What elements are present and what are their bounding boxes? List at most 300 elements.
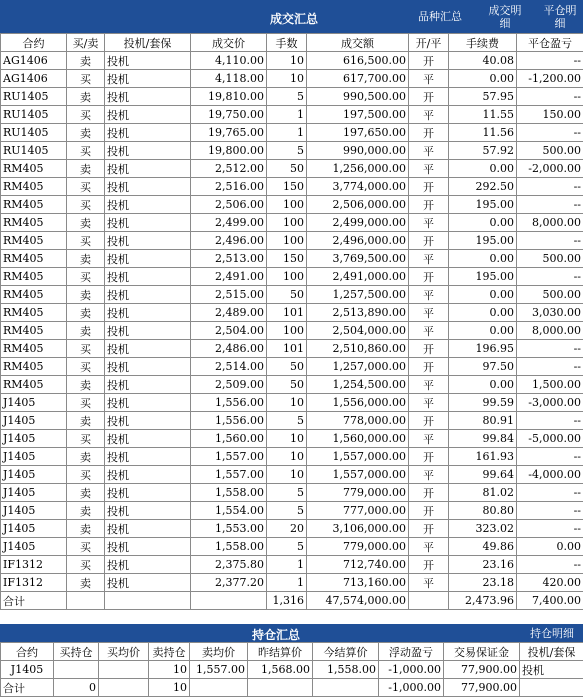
table-cell: 3,774,000.00 — [307, 178, 409, 196]
position-detail-link[interactable]: 持仓明细 — [530, 627, 574, 640]
table-row — [1, 322, 583, 340]
column-header: 昨结算价 — [248, 643, 313, 661]
table-cell: RM405 — [1, 340, 67, 358]
column-header: 买/卖 — [67, 34, 105, 52]
table-cell: 616,500.00 — [307, 52, 409, 70]
table-cell: 开 — [409, 358, 449, 376]
total-cell — [105, 592, 191, 610]
table-cell: 开 — [409, 88, 449, 106]
table-cell: 99.84 — [449, 430, 517, 448]
table-cell: 1 — [267, 106, 307, 124]
table-cell: 420.00 — [517, 574, 583, 592]
table-row — [1, 178, 583, 196]
table-cell: 100 — [267, 232, 307, 250]
table-cell: 5 — [267, 502, 307, 520]
table-cell: 投机 — [105, 484, 191, 502]
table-cell: 买 — [67, 106, 105, 124]
total-cell: 合计 — [1, 592, 67, 610]
total-cell: 10 — [149, 679, 190, 697]
table-cell: 卖 — [67, 520, 105, 538]
table-cell: 投机 — [105, 196, 191, 214]
table-cell: 投机 — [105, 322, 191, 340]
table-cell: 平 — [409, 322, 449, 340]
table-cell: 10 — [267, 430, 307, 448]
table-cell: 投机 — [105, 466, 191, 484]
table-row — [1, 661, 583, 679]
table-cell: 2,513.00 — [191, 250, 267, 268]
table-cell: -2,000.00 — [517, 160, 583, 178]
table-cell: 100 — [267, 214, 307, 232]
total-cell: -1,000.00 — [379, 679, 444, 697]
column-header: 今结算价 — [313, 643, 379, 661]
table-cell: 买 — [67, 430, 105, 448]
table-cell: 买 — [67, 340, 105, 358]
table-cell: 100 — [267, 322, 307, 340]
table-cell: RM405 — [1, 358, 67, 376]
table-cell: 57.92 — [449, 142, 517, 160]
table-row — [1, 304, 583, 322]
table-cell: 2,506,000.00 — [307, 196, 409, 214]
table-cell: 1,557,000.00 — [307, 466, 409, 484]
table-cell: 卖 — [67, 412, 105, 430]
table-cell: 卖 — [67, 52, 105, 70]
table-cell: 99.64 — [449, 466, 517, 484]
table-row — [1, 502, 583, 520]
table-cell: 平 — [409, 430, 449, 448]
table-cell: 2,512.00 — [191, 160, 267, 178]
table-cell: 1,558.00 — [313, 661, 379, 679]
table-cell: 23.16 — [449, 556, 517, 574]
table-cell: RM405 — [1, 268, 67, 286]
table-cell: 投机 — [105, 88, 191, 106]
total-cell — [248, 679, 313, 697]
table-row — [1, 268, 583, 286]
total-cell — [520, 679, 583, 697]
table-cell: 1,557.00 — [190, 661, 248, 679]
table-cell: J1405 — [1, 430, 67, 448]
table-row — [1, 556, 583, 574]
table-row — [1, 124, 583, 142]
table-cell: -- — [517, 196, 583, 214]
table-cell: 开 — [409, 520, 449, 538]
table-cell: 779,000.00 — [307, 538, 409, 556]
table-cell: 买 — [67, 142, 105, 160]
table-cell: 197,500.00 — [307, 106, 409, 124]
table-cell: 投机 — [105, 250, 191, 268]
column-header: 成交价 — [191, 34, 267, 52]
table-cell: 1,557.00 — [191, 448, 267, 466]
table-cell: 19,800.00 — [191, 142, 267, 160]
table-cell: 平 — [409, 376, 449, 394]
table-cell: 23.18 — [449, 574, 517, 592]
table-cell: J1405 — [1, 538, 67, 556]
total-cell — [99, 679, 149, 697]
table-cell: 2,515.00 — [191, 286, 267, 304]
table-cell: 卖 — [67, 322, 105, 340]
table-cell: 投机 — [105, 538, 191, 556]
column-header: 买持仓 — [54, 643, 99, 661]
table-cell: 713,160.00 — [307, 574, 409, 592]
table-cell: 11.56 — [449, 124, 517, 142]
table-cell: RU1405 — [1, 142, 67, 160]
table-row — [1, 106, 583, 124]
table-cell: 投机 — [105, 556, 191, 574]
position-summary-title: 持仓汇总 — [252, 628, 301, 642]
table-cell: 买 — [67, 196, 105, 214]
table-cell: 0.00 — [449, 304, 517, 322]
table-cell: -- — [517, 340, 583, 358]
table-row — [1, 412, 583, 430]
table-cell: 77,900.00 — [444, 661, 520, 679]
table-cell: 50 — [267, 358, 307, 376]
table-row — [1, 160, 583, 178]
table-cell: 开 — [409, 340, 449, 358]
table-cell: 11.55 — [449, 106, 517, 124]
table-cell: 20 — [267, 520, 307, 538]
column-header: 浮动盈亏 — [379, 643, 444, 661]
table-cell: 161.93 — [449, 448, 517, 466]
table-row — [1, 538, 583, 556]
table-cell: 投机 — [105, 448, 191, 466]
table-cell: 1,257,000.00 — [307, 358, 409, 376]
total-cell — [409, 592, 449, 610]
table-cell: 80.80 — [449, 502, 517, 520]
table-cell: 196.95 — [449, 340, 517, 358]
table-cell: 买 — [67, 394, 105, 412]
table-cell: 开 — [409, 412, 449, 430]
table-cell: 买 — [67, 178, 105, 196]
table-cell: 1,560,000.00 — [307, 430, 409, 448]
column-header: 合约 — [1, 643, 54, 661]
table-cell: 买 — [67, 232, 105, 250]
table-cell: 买 — [67, 466, 105, 484]
column-header: 手数 — [267, 34, 307, 52]
table-cell: 5 — [267, 88, 307, 106]
trade-table-header-row — [1, 34, 583, 52]
table-row — [1, 484, 583, 502]
table-cell: IF1312 — [1, 556, 67, 574]
table-cell: 买 — [67, 268, 105, 286]
table-cell: 开 — [409, 448, 449, 466]
table-cell: 卖 — [67, 574, 105, 592]
table-cell: 712,740.00 — [307, 556, 409, 574]
table-cell: 1,554.00 — [191, 502, 267, 520]
table-cell: 平 — [409, 160, 449, 178]
table-cell: 2,509.00 — [191, 376, 267, 394]
table-cell: 平 — [409, 214, 449, 232]
table-cell: 投机 — [105, 124, 191, 142]
table-cell: 1,254,500.00 — [307, 376, 409, 394]
table-cell: 买 — [67, 70, 105, 88]
table-cell: 197,650.00 — [307, 124, 409, 142]
table-cell: J1405 — [1, 412, 67, 430]
table-cell: 平 — [409, 106, 449, 124]
trade-summary-header — [0, 0, 583, 33]
table-cell: 2,491,000.00 — [307, 268, 409, 286]
table-cell: RM405 — [1, 178, 67, 196]
table-cell: 19,750.00 — [191, 106, 267, 124]
table-cell: 平 — [409, 538, 449, 556]
table-cell: 2,516.00 — [191, 178, 267, 196]
table-cell: 投机 — [105, 70, 191, 88]
table-cell: 投机 — [105, 160, 191, 178]
table-cell: -- — [517, 412, 583, 430]
table-cell: 投机 — [105, 376, 191, 394]
table-cell: 2,489.00 — [191, 304, 267, 322]
table-cell: 5 — [267, 538, 307, 556]
table-cell: 投机 — [105, 412, 191, 430]
column-header: 成交额 — [307, 34, 409, 52]
table-cell: AG1406 — [1, 70, 67, 88]
table-cell: 1,256,000.00 — [307, 160, 409, 178]
table-cell: 8,000.00 — [517, 322, 583, 340]
table-row — [1, 196, 583, 214]
table-cell: 1,557,000.00 — [307, 448, 409, 466]
table-row — [1, 520, 583, 538]
table-cell: 101 — [267, 304, 307, 322]
table-cell: J1405 — [1, 394, 67, 412]
table-cell: 777,000.00 — [307, 502, 409, 520]
table-cell: 100 — [267, 196, 307, 214]
table-cell: 投机 — [520, 661, 583, 679]
table-cell: 平 — [409, 304, 449, 322]
table-cell — [99, 661, 149, 679]
table-cell: 778,000.00 — [307, 412, 409, 430]
table-cell: 开 — [409, 268, 449, 286]
table-cell: 101 — [267, 340, 307, 358]
table-cell: 0.00 — [449, 214, 517, 232]
table-cell: 80.91 — [449, 412, 517, 430]
table-cell: 99.59 — [449, 394, 517, 412]
product-summary-link[interactable]: 品种汇总 — [418, 10, 462, 23]
table-cell: 卖 — [67, 250, 105, 268]
column-header: 投机/套保 — [105, 34, 191, 52]
table-cell: 10 — [267, 448, 307, 466]
table-cell: RM405 — [1, 196, 67, 214]
table-cell: 平 — [409, 466, 449, 484]
table-cell: 10 — [267, 70, 307, 88]
table-row — [1, 376, 583, 394]
table-cell: 990,000.00 — [307, 142, 409, 160]
table-cell: 开 — [409, 196, 449, 214]
table-cell: 1,556.00 — [191, 412, 267, 430]
table-cell: -1,000.00 — [379, 661, 444, 679]
table-cell: -- — [517, 556, 583, 574]
table-cell: 投机 — [105, 232, 191, 250]
table-cell: -- — [517, 448, 583, 466]
table-cell: 卖 — [67, 214, 105, 232]
table-cell: -3,000.00 — [517, 394, 583, 412]
trade-summary-table — [0, 33, 583, 610]
table-cell: 投机 — [105, 52, 191, 70]
table-cell: 4,110.00 — [191, 52, 267, 70]
trade-summary-title: 成交汇总 — [270, 12, 319, 26]
table-cell: 81.02 — [449, 484, 517, 502]
column-header: 开/平 — [409, 34, 449, 52]
table-cell: 卖 — [67, 160, 105, 178]
table-cell: 买 — [67, 556, 105, 574]
total-cell: 77,900.00 — [444, 679, 520, 697]
table-cell: 2,375.80 — [191, 556, 267, 574]
table-cell: 投机 — [105, 106, 191, 124]
table-cell: 150 — [267, 250, 307, 268]
table-cell: 投机 — [105, 286, 191, 304]
table-cell: 5 — [267, 412, 307, 430]
table-cell: RM405 — [1, 304, 67, 322]
table-cell: 开 — [409, 484, 449, 502]
position-summary-header — [0, 624, 583, 642]
table-cell: J1405 — [1, 466, 67, 484]
table-cell: 2,499.00 — [191, 214, 267, 232]
total-cell: 7,400.00 — [517, 592, 583, 610]
table-cell: 195.00 — [449, 196, 517, 214]
table-cell: 卖 — [67, 124, 105, 142]
table-cell: -- — [517, 88, 583, 106]
table-cell: -4,000.00 — [517, 466, 583, 484]
table-cell: 1,568.00 — [248, 661, 313, 679]
table-cell: 平 — [409, 574, 449, 592]
table-cell: 开 — [409, 556, 449, 574]
table-cell: 50 — [267, 160, 307, 178]
table-cell: 2,506.00 — [191, 196, 267, 214]
table-cell: 150 — [267, 178, 307, 196]
table-row — [1, 142, 583, 160]
table-cell: 开 — [409, 52, 449, 70]
table-cell: 323.02 — [449, 520, 517, 538]
table-cell: 2,486.00 — [191, 340, 267, 358]
table-cell: 1,558.00 — [191, 538, 267, 556]
table-cell: 0.00 — [449, 70, 517, 88]
table-cell: 2,496.00 — [191, 232, 267, 250]
table-cell: RM405 — [1, 376, 67, 394]
table-cell: 195.00 — [449, 268, 517, 286]
table-cell: 1,257,500.00 — [307, 286, 409, 304]
table-row — [1, 340, 583, 358]
table-cell: 10 — [267, 466, 307, 484]
table-cell: RM405 — [1, 322, 67, 340]
table-cell: 195.00 — [449, 232, 517, 250]
column-header: 卖均价 — [190, 643, 248, 661]
table-cell: RM405 — [1, 250, 67, 268]
table-cell: J1405 — [1, 484, 67, 502]
table-cell: 卖 — [67, 376, 105, 394]
table-row — [1, 286, 583, 304]
table-cell: 49.86 — [449, 538, 517, 556]
table-cell: 1,556.00 — [191, 394, 267, 412]
table-cell: -- — [517, 52, 583, 70]
table-cell: 500.00 — [517, 250, 583, 268]
table-cell: 50 — [267, 286, 307, 304]
trade-detail-link[interactable]: 成交明细 — [488, 4, 522, 30]
table-cell: 19,765.00 — [191, 124, 267, 142]
table-cell: 2,510,860.00 — [307, 340, 409, 358]
table-cell: 0.00 — [449, 160, 517, 178]
table-cell: 1,558.00 — [191, 484, 267, 502]
table-cell: 投机 — [105, 394, 191, 412]
table-cell: 卖 — [67, 304, 105, 322]
table-cell — [54, 661, 99, 679]
column-header: 投机/套保 — [520, 643, 583, 661]
table-cell: 617,700.00 — [307, 70, 409, 88]
total-row — [1, 592, 583, 610]
table-cell: J1405 — [1, 661, 54, 679]
table-cell: J1405 — [1, 520, 67, 538]
table-row — [1, 232, 583, 250]
table-cell: 2,491.00 — [191, 268, 267, 286]
table-row — [1, 214, 583, 232]
table-cell: 开 — [409, 232, 449, 250]
table-cell: 0.00 — [449, 250, 517, 268]
table-cell: 2,499,000.00 — [307, 214, 409, 232]
table-cell: 投机 — [105, 268, 191, 286]
table-cell: 投机 — [105, 178, 191, 196]
table-cell: 3,030.00 — [517, 304, 583, 322]
column-header: 平仓盈亏 — [517, 34, 583, 52]
table-cell: -- — [517, 268, 583, 286]
column-header: 交易保证金 — [444, 643, 520, 661]
table-cell: 1,560.00 — [191, 430, 267, 448]
table-cell: -- — [517, 358, 583, 376]
total-cell — [67, 592, 105, 610]
table-cell: 4,118.00 — [191, 70, 267, 88]
table-cell: 2,504,000.00 — [307, 322, 409, 340]
table-cell: RM405 — [1, 286, 67, 304]
column-header: 手续费 — [449, 34, 517, 52]
table-cell: 卖 — [67, 502, 105, 520]
column-header: 合约 — [1, 34, 67, 52]
table-cell: RM405 — [1, 160, 67, 178]
table-cell: 投机 — [105, 358, 191, 376]
table-cell: 40.08 — [449, 52, 517, 70]
close-detail-link[interactable]: 平仓明细 — [543, 4, 577, 30]
table-cell: -- — [517, 502, 583, 520]
table-cell: 投机 — [105, 430, 191, 448]
table-cell: RU1405 — [1, 124, 67, 142]
table-cell: 97.50 — [449, 358, 517, 376]
table-cell: 1,500.00 — [517, 376, 583, 394]
table-cell: 1,556,000.00 — [307, 394, 409, 412]
table-row — [1, 466, 583, 484]
table-cell: 开 — [409, 124, 449, 142]
table-cell: -- — [517, 520, 583, 538]
table-cell: 500.00 — [517, 286, 583, 304]
table-row — [1, 574, 583, 592]
table-cell: -- — [517, 484, 583, 502]
table-cell: 平 — [409, 394, 449, 412]
table-cell: 500.00 — [517, 142, 583, 160]
table-row — [1, 430, 583, 448]
table-cell: 买 — [67, 538, 105, 556]
table-cell: 投机 — [105, 340, 191, 358]
table-cell: 2,504.00 — [191, 322, 267, 340]
table-cell: 投机 — [105, 304, 191, 322]
table-cell: J1405 — [1, 448, 67, 466]
table-cell: 0.00 — [449, 322, 517, 340]
table-cell: 100 — [267, 268, 307, 286]
table-cell: 1 — [267, 574, 307, 592]
table-cell: 2,514.00 — [191, 358, 267, 376]
table-cell: -- — [517, 232, 583, 250]
table-cell: 1,557.00 — [191, 466, 267, 484]
table-cell: RU1405 — [1, 106, 67, 124]
table-cell: 10 — [267, 52, 307, 70]
table-cell: 779,000.00 — [307, 484, 409, 502]
table-cell: AG1406 — [1, 52, 67, 70]
total-cell — [190, 679, 248, 697]
table-cell: 19,810.00 — [191, 88, 267, 106]
position-table-header-row — [1, 643, 583, 661]
table-cell: 0.00 — [449, 376, 517, 394]
